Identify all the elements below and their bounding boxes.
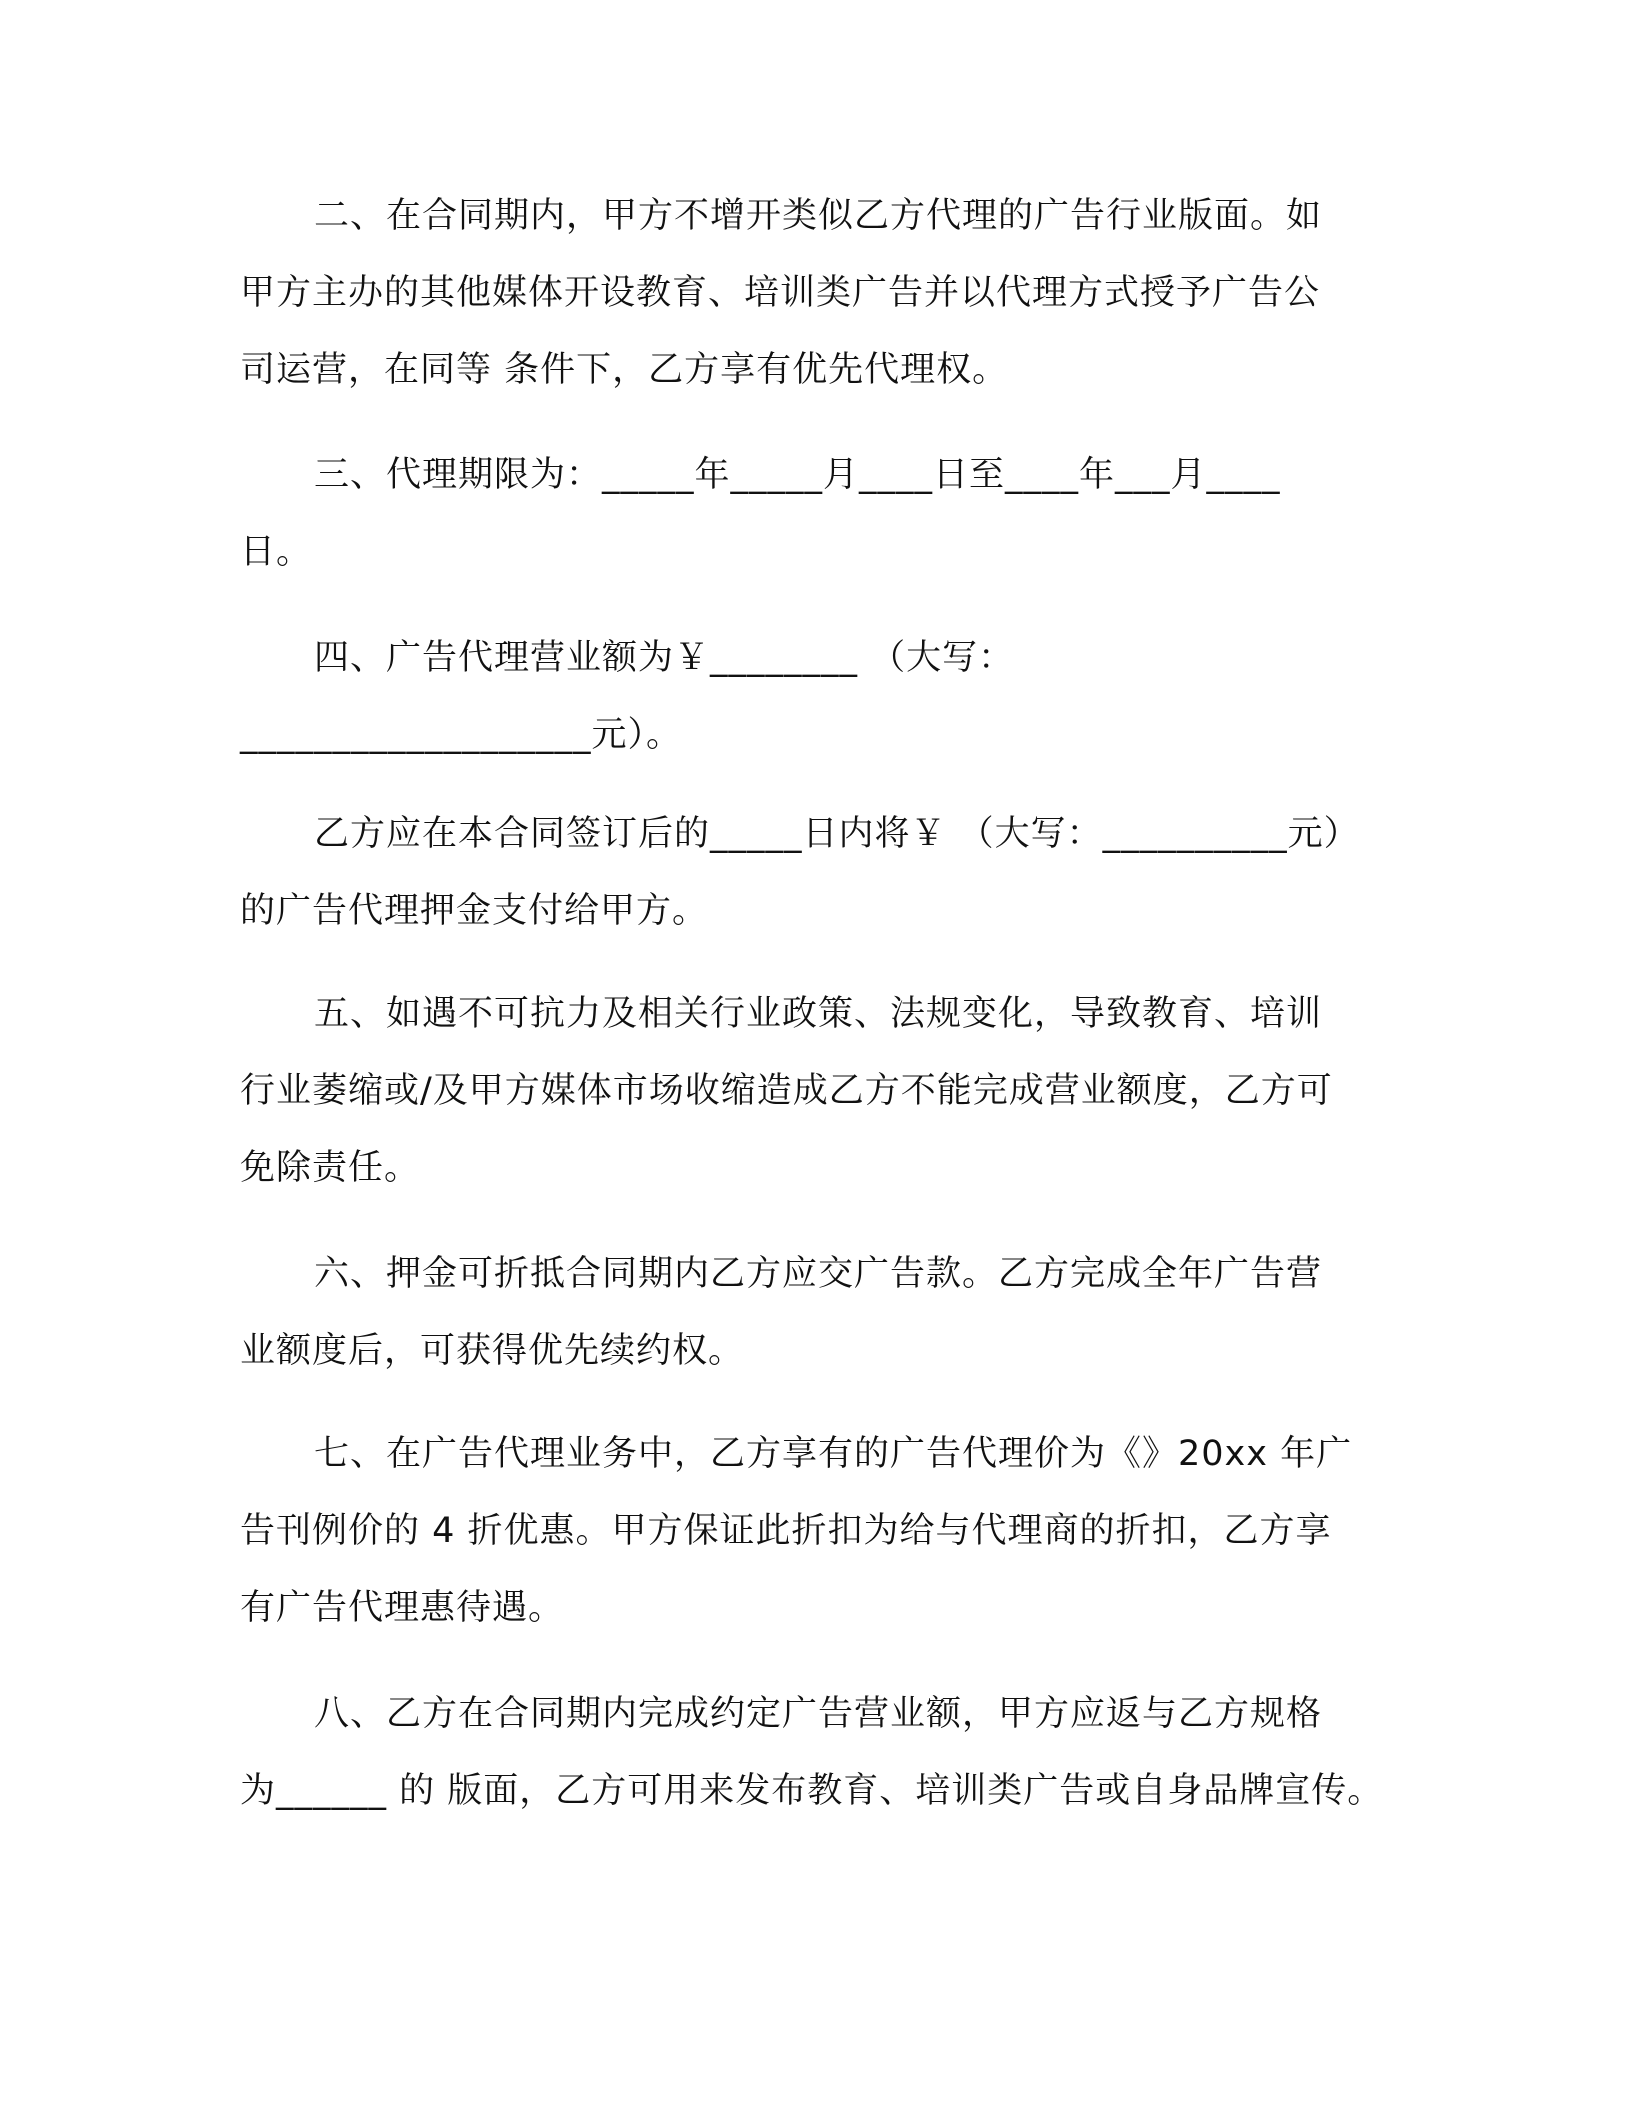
clause-5-paragraph	[240, 976, 1420, 1207]
paragraph-line: 日。	[240, 532, 313, 572]
paragraph-line: 行业萎缩或/及甲方媒体市场收缩造成乙方不能完成营业额度，乙方可	[240, 1071, 1333, 1111]
clause-8-paragraph	[240, 1676, 1420, 1830]
paragraph-line: 八、乙方在合同期内完成约定广告营业额，甲方应返与乙方规格	[314, 1694, 1323, 1734]
clause-3-paragraph	[240, 437, 1420, 591]
paragraph-line: 告刊例价的 4 折优惠。甲方保证此折扣为给与代理商的折扣，乙方享	[240, 1511, 1332, 1551]
paragraph-line: 乙方应在本合同签订后的_____日内将￥ （大写：__________元）	[314, 814, 1360, 854]
paragraph-line: 免除责任。	[240, 1148, 421, 1188]
paragraph-line: 六、押金可折抵合同期内乙方应交广告款。乙方完成全年广告营	[314, 1254, 1323, 1294]
paragraph-line: 三、代理期限为：_____年_____月____日至____年___月____	[314, 455, 1281, 495]
clause-2-paragraph	[240, 178, 1420, 409]
paragraph-line: 甲方主办的其他媒体开设教育、培训类广告并以代理方式授予广告公	[240, 273, 1321, 313]
paragraph-line: 的广告代理押金支付给甲方。	[240, 891, 709, 931]
paragraph-line: 为______ 的 版面，乙方可用来发布教育、培训类广告或自身品牌宣传。	[240, 1771, 1384, 1811]
paragraph-line: 二、在合同期内，甲方不增开类似乙方代理的广告行业版面。如	[314, 196, 1323, 236]
clause-6-paragraph	[240, 1236, 1420, 1390]
paragraph-line: 有广告代理惠待遇。	[240, 1588, 565, 1628]
paragraph-line: 司运营，在同等 条件下，乙方享有优先代理权。	[240, 350, 1009, 390]
paragraph-line: ___________________元）。	[240, 715, 683, 755]
paragraph-line: 业额度后，可获得优先续约权。	[240, 1331, 745, 1371]
paragraph-line: 四、广告代理营业额为￥________ （大写：	[314, 638, 1015, 678]
paragraph-line: 五、如遇不可抗力及相关行业政策、法规变化，导致教育、培训	[314, 994, 1323, 1034]
paragraph-line: 七、在广告代理业务中，乙方享有的广告代理价为《》20xx 年广	[314, 1434, 1353, 1474]
clause-4-paragraph	[240, 620, 1420, 774]
clause-7-paragraph	[240, 1416, 1420, 1647]
deposit-paragraph	[240, 796, 1420, 950]
